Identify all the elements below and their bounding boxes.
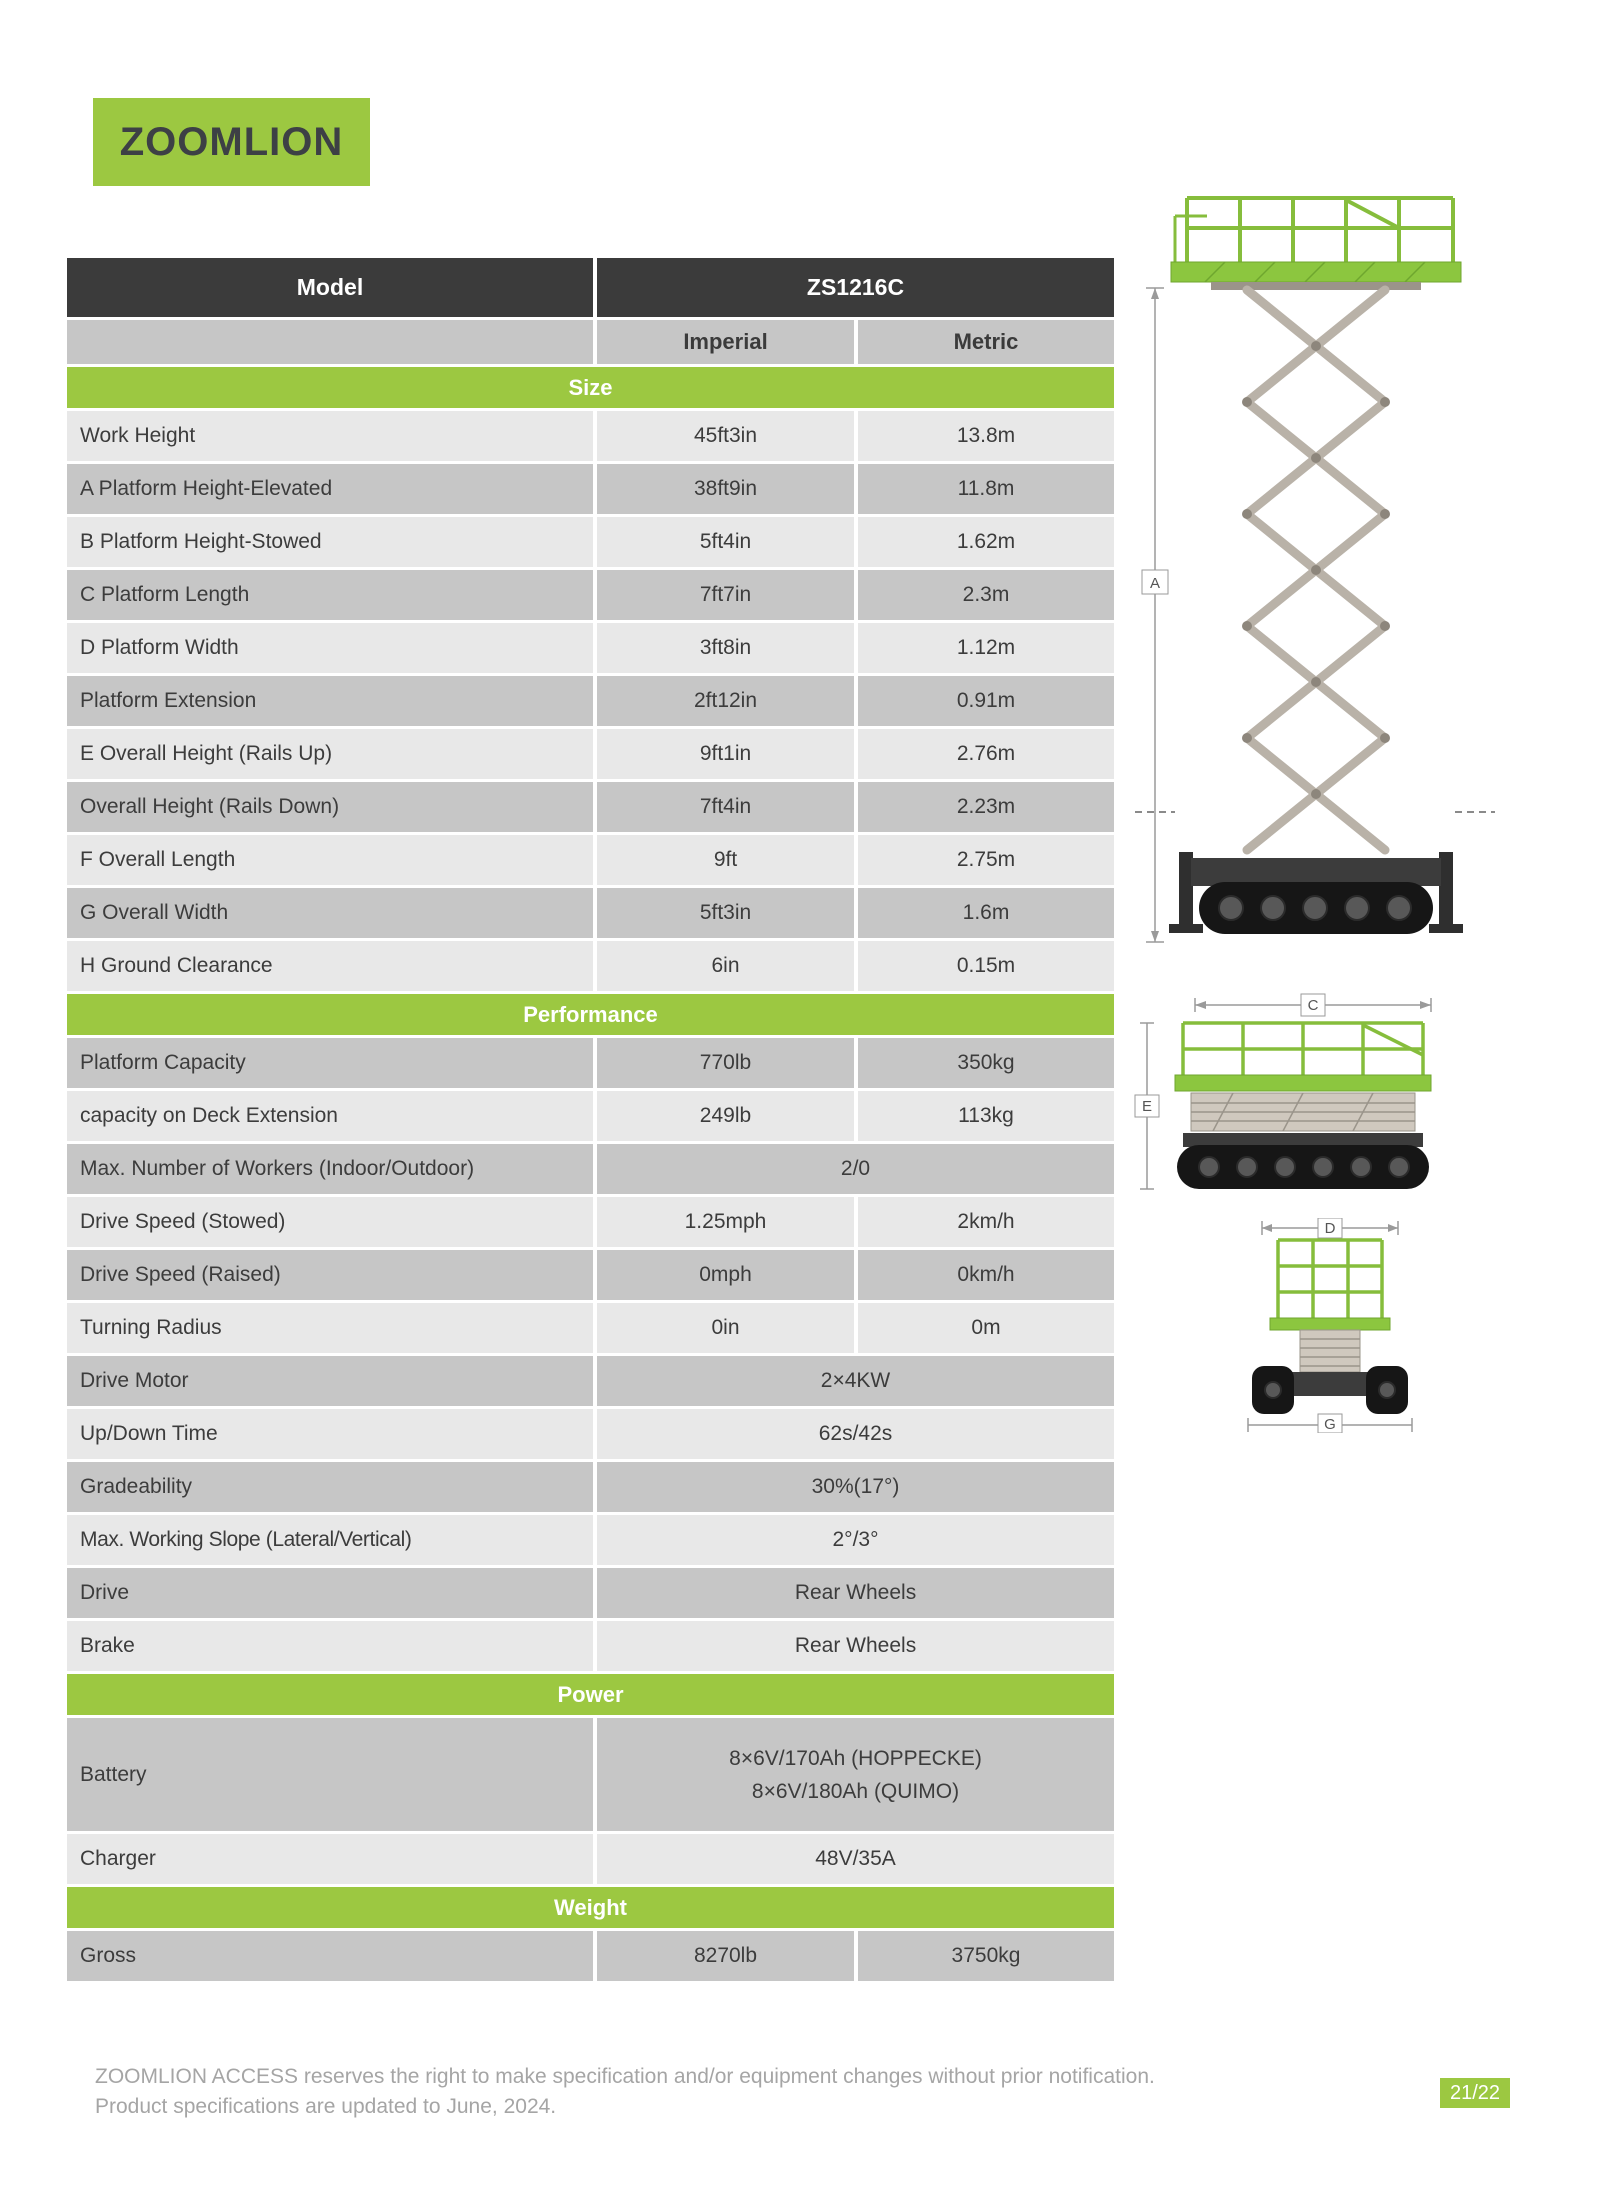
table-row <box>67 1568 1114 1621</box>
spec-imperial-value: 0mph <box>593 1250 854 1303</box>
dimension-label-a: A <box>1149 575 1161 592</box>
spec-imperial-value: 770lb <box>593 1038 854 1091</box>
spec-metric-value: 1.62m <box>854 517 1114 570</box>
section-header-size: Size <box>67 367 1114 411</box>
table-row <box>67 782 1114 835</box>
table-row <box>67 1250 1114 1303</box>
model-header-row <box>67 258 1114 320</box>
table-row <box>67 888 1114 941</box>
spec-label: Work Height <box>67 411 593 464</box>
spec-metric-value: 2.3m <box>854 570 1114 623</box>
dimension-label-e: E <box>1141 1098 1153 1115</box>
front-view-diagram <box>1222 1218 1437 1438</box>
table-row <box>67 623 1114 676</box>
spec-label: Max. Number of Workers (Indoor/Outdoor) <box>67 1144 593 1197</box>
spec-imperial-value: 1.25mph <box>593 1197 854 1250</box>
spec-metric-value: 11.8m <box>854 464 1114 517</box>
dimension-arrow <box>1195 1001 1206 1009</box>
table-row <box>67 411 1114 464</box>
footer-line-2: Product specifications are updated to June, 2024. <box>95 2095 557 2118</box>
metric-header-cell: Metric <box>854 320 1114 367</box>
spec-metric-value: 0m <box>854 1303 1114 1356</box>
spec-imperial-value: 5ft3in <box>593 888 854 941</box>
table-row <box>67 1091 1114 1144</box>
spec-imperial-value: 38ft9in <box>593 464 854 517</box>
dimension-arrow <box>1420 1001 1431 1009</box>
battery-spec-line: 8×6V/180Ah (QUIMO) <box>751 1779 960 1803</box>
dimension-label-c: C <box>1307 997 1319 1014</box>
table-row <box>67 1931 1114 1984</box>
dimension-arrow <box>1262 1224 1272 1232</box>
table-row <box>67 941 1114 994</box>
spec-label: Brake <box>67 1621 593 1674</box>
spec-metric-value: 2.23m <box>854 782 1114 835</box>
spec-label: D Platform Width <box>67 623 593 676</box>
platform-guardrails <box>1187 198 1453 262</box>
table-row <box>67 1197 1114 1250</box>
logo-text: ZOOMLION <box>119 119 344 164</box>
spec-label: Drive <box>67 1568 593 1621</box>
spec-imperial-value: 6in <box>593 941 854 994</box>
spec-imperial-value: 9ft1in <box>593 729 854 782</box>
model-value-cell: ZS1216C <box>593 258 1114 320</box>
spec-label: Drive Speed (Raised) <box>67 1250 593 1303</box>
table-row <box>67 729 1114 782</box>
table-row <box>67 676 1114 729</box>
table-row <box>67 1718 1114 1834</box>
spec-label: Overall Height (Rails Down) <box>67 782 593 835</box>
spec-label: G Overall Width <box>67 888 593 941</box>
platform-guardrails <box>1183 1023 1423 1075</box>
spec-label: F Overall Length <box>67 835 593 888</box>
spec-label: B Platform Height-Stowed <box>67 517 593 570</box>
stowed-lift-diagram <box>1133 993 1463 1203</box>
spec-merged-value: 2/0 <box>593 1144 1114 1197</box>
table-row <box>67 1621 1114 1674</box>
spec-metric-value: 0.15m <box>854 941 1114 994</box>
table-row <box>67 1462 1114 1515</box>
spec-label: Max. Working Slope (Lateral/Vertical) <box>67 1515 593 1568</box>
spec-label: Gross <box>67 1931 593 1984</box>
spec-merged-value: 62s/42s <box>593 1409 1114 1462</box>
spec-merged-value: 30%(17°) <box>593 1462 1114 1515</box>
units-spacer-cell <box>67 320 593 367</box>
chassis-body <box>1183 1133 1423 1147</box>
imperial-header-cell: Imperial <box>593 320 854 367</box>
table-row <box>67 835 1114 888</box>
section-header-performance: Performance <box>67 994 1114 1038</box>
spec-merged-value: Rear Wheels <box>593 1568 1114 1621</box>
spec-imperial-value: 3ft8in <box>593 623 854 676</box>
dimension-label-g: G <box>1324 1416 1336 1433</box>
spec-label: H Ground Clearance <box>67 941 593 994</box>
spec-imperial-value: 5ft4in <box>593 517 854 570</box>
spec-metric-value: 13.8m <box>854 411 1114 464</box>
specification-table <box>67 258 1114 1984</box>
spec-label: capacity on Deck Extension <box>67 1091 593 1144</box>
spec-merged-value <box>593 1718 1114 1834</box>
spec-merged-value: 2×4KW <box>593 1356 1114 1409</box>
track-wheel <box>1379 1382 1395 1398</box>
spec-label: A Platform Height-Elevated <box>67 464 593 517</box>
spec-metric-value: 2km/h <box>854 1197 1114 1250</box>
zoomlion-logo <box>93 98 370 186</box>
spec-label: Platform Capacity <box>67 1038 593 1091</box>
spec-imperial-value: 7ft4in <box>593 782 854 835</box>
platform-deck <box>1175 1075 1431 1091</box>
section-header-weight: Weight <box>67 1887 1114 1931</box>
spec-metric-value: 0.91m <box>854 676 1114 729</box>
elevated-lift-diagram <box>1135 190 1495 960</box>
dimension-arrow <box>1151 288 1159 299</box>
spec-metric-value: 0km/h <box>854 1250 1114 1303</box>
table-row <box>67 570 1114 623</box>
spec-metric-value: 2.75m <box>854 835 1114 888</box>
table-row <box>67 1144 1114 1197</box>
spec-metric-value: 113kg <box>854 1091 1114 1144</box>
spec-label: Up/Down Time <box>67 1409 593 1462</box>
table-row <box>67 1834 1114 1887</box>
table-row <box>67 1038 1114 1091</box>
spec-imperial-value: 0in <box>593 1303 854 1356</box>
spec-label: Charger <box>67 1834 593 1887</box>
table-row <box>67 517 1114 570</box>
spec-label: Turning Radius <box>67 1303 593 1356</box>
spec-metric-value: 1.6m <box>854 888 1114 941</box>
page-number: 21/22 <box>1449 2081 1501 2104</box>
chassis-body <box>1284 1372 1376 1396</box>
spec-imperial-value: 9ft <box>593 835 854 888</box>
spec-imperial-value: 8270lb <box>593 1931 854 1984</box>
spec-merged-value: 48V/35A <box>593 1834 1114 1887</box>
platform-deck <box>1270 1318 1390 1330</box>
spec-imperial-value: 45ft3in <box>593 411 854 464</box>
crawler-chassis <box>1169 852 1463 934</box>
spec-label: Drive Motor <box>67 1356 593 1409</box>
page-number-badge <box>1440 2078 1510 2108</box>
spec-label: Platform Extension <box>67 676 593 729</box>
table-row <box>67 1515 1114 1568</box>
platform-extension-rail <box>1175 216 1207 262</box>
spec-label: Battery <box>67 1718 593 1834</box>
spec-label: Gradeability <box>67 1462 593 1515</box>
spec-label: Drive Speed (Stowed) <box>67 1197 593 1250</box>
spec-metric-value: 2.76m <box>854 729 1114 782</box>
spec-metric-value: 1.12m <box>854 623 1114 676</box>
cage-guardrails <box>1278 1240 1382 1318</box>
dimension-label-d: D <box>1324 1220 1336 1237</box>
spec-metric-value: 3750kg <box>854 1931 1114 1984</box>
dimension-line-a <box>1146 288 1164 942</box>
spec-label: C Platform Length <box>67 570 593 623</box>
dimension-arrow <box>1388 1224 1398 1232</box>
table-row <box>67 1409 1114 1462</box>
section-header-power: Power <box>67 1674 1114 1718</box>
battery-spec-line: 8×6V/170Ah (HOPPECKE) <box>729 1746 982 1770</box>
spec-merged-value: 2°/3° <box>593 1515 1114 1568</box>
footer-disclaimer <box>95 2062 1195 2122</box>
spec-merged-value: Rear Wheels <box>593 1621 1114 1674</box>
deck-support <box>1211 282 1421 290</box>
spec-label: E Overall Height (Rails Up) <box>67 729 593 782</box>
spec-metric-value: 350kg <box>854 1038 1114 1091</box>
track-wheel <box>1265 1382 1281 1398</box>
dimension-arrow <box>1151 931 1159 942</box>
table-row <box>67 464 1114 517</box>
table-row <box>67 1356 1114 1409</box>
model-header-cell: Model <box>67 258 593 320</box>
spec-imperial-value: 7ft7in <box>593 570 854 623</box>
spec-imperial-value: 249lb <box>593 1091 854 1144</box>
scissor-pins <box>1242 341 1390 799</box>
table-row <box>67 1303 1114 1356</box>
units-header-row <box>67 320 1114 367</box>
footer-line-1: ZOOMLION ACCESS reserves the right to make specification and/or equipment changes without prior notification. <box>95 2065 1155 2088</box>
spec-imperial-value: 2ft12in <box>593 676 854 729</box>
